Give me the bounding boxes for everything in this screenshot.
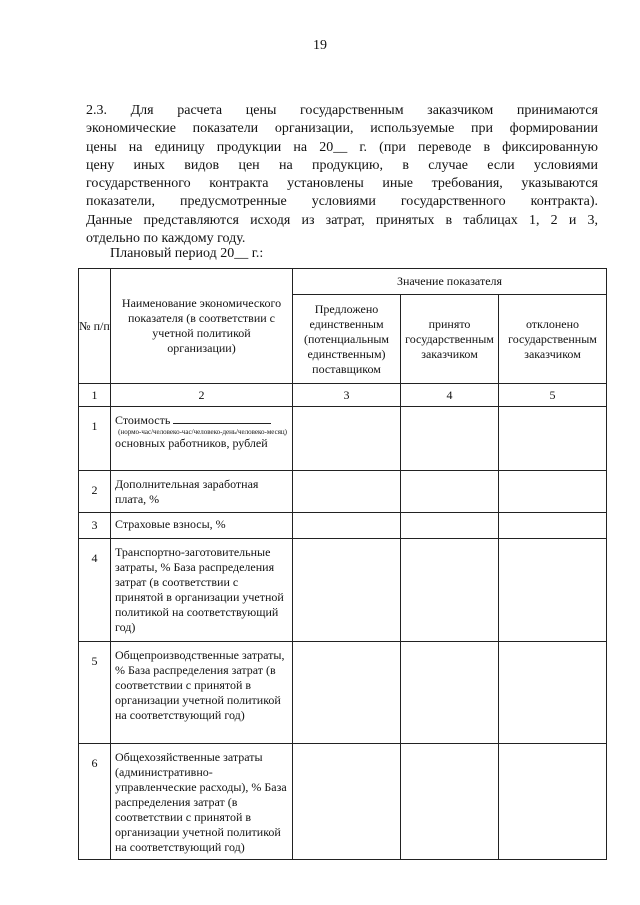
row-num: 4 [79,539,111,642]
table-row [79,471,607,513]
value-cell[interactable] [293,407,401,471]
paragraph-2-3 [86,102,598,248]
header-value-group: Значение показателя [293,269,607,295]
page-number: 19 [313,38,327,53]
value-cell[interactable] [499,513,607,539]
paragraph-line: 2.3. Для расчета цены государственным заказчиком принимаются [86,103,598,118]
header-num: № п/п [79,269,111,384]
row-num: 2 [79,471,111,513]
value-cell[interactable] [401,539,499,642]
fill-in-blank [173,413,271,424]
value-cell[interactable] [401,407,499,471]
value-cell[interactable] [499,539,607,642]
index-cell: 4 [401,384,499,407]
table-row [79,539,607,642]
row-name [111,407,293,471]
row-num: 6 [79,744,111,860]
header-proposed: Предложено единственным (потенциальным единственным) поставщиком [293,295,401,384]
value-cell[interactable] [401,513,499,539]
index-cell: 3 [293,384,401,407]
value-cell[interactable] [293,642,401,744]
row-name: Страховые взносы, % [111,513,293,539]
header-rejected: отклонено государственным заказчиком [499,295,607,384]
paragraph-line: отдельно по каждому году. [86,231,246,247]
table-row [79,642,607,744]
period-label: Плановый период 20__ г.: [110,246,264,261]
value-cell[interactable] [293,513,401,539]
table-row [79,407,607,471]
row-num: 1 [79,407,111,471]
paragraph-line: экономические показатели организации, используемые при формировании [86,121,598,137]
row-num: 3 [79,513,111,539]
row-name: Общехозяйственные затраты (административно-управленческие расходы), % База распределения затрат (в соответствии с принятой в организации учетной политикой на соответствующий год) [111,744,293,860]
unit-note: (нормо-час/человеко-час/человеко-день/человеко-месяц) [118,428,287,436]
value-cell[interactable] [499,471,607,513]
row-name-prefix: Стоимость [115,413,171,427]
paragraph-line: государственного контракта установлены иные требования, указываются [86,176,598,192]
header-name: Наименование экономического показателя (в соответствии с учетной политикой организации) [111,269,293,384]
value-cell[interactable] [293,744,401,860]
paragraph-line: цены на единицу продукции на 20__ г. (при переводе в фиксированную [86,139,598,155]
table-row [79,513,607,539]
header-accepted: принято государственным заказчиком [401,295,499,384]
row-name: Дополнительная заработная плата, % [111,471,293,513]
value-cell[interactable] [499,642,607,744]
value-cell[interactable] [293,471,401,513]
row-name: Общепроизводственные затраты, % База распределения затрат (в соответствии с принятой в организации учетной политикой на соответствующий год) [111,642,293,744]
row-name: Транспортно-заготовительные затраты, % База распределения затрат (в соответствии с принятой в организации учетной политикой на соответствующий год) [111,539,293,642]
row-num: 5 [79,642,111,744]
paragraph-line: цену иных видов цен на продукцию, в случае если условиями [86,157,598,173]
index-cell: 5 [499,384,607,407]
value-cell[interactable] [293,539,401,642]
table-row [79,744,607,860]
index-cell: 2 [111,384,293,407]
row-name-suffix: основных работников, рублей [115,436,268,450]
value-cell[interactable] [401,642,499,744]
value-cell[interactable] [499,744,607,860]
index-cell: 1 [79,384,111,407]
value-cell[interactable] [401,744,499,860]
indicators-table [78,268,607,860]
paragraph-line: показатели, предусмотренные условиями государственного контракта). [86,194,598,210]
value-cell[interactable] [401,471,499,513]
paragraph-line: Данные представляются исходя из затрат, принятых в таблицах 1, 2 и 3, [86,212,598,228]
value-cell[interactable] [499,407,607,471]
